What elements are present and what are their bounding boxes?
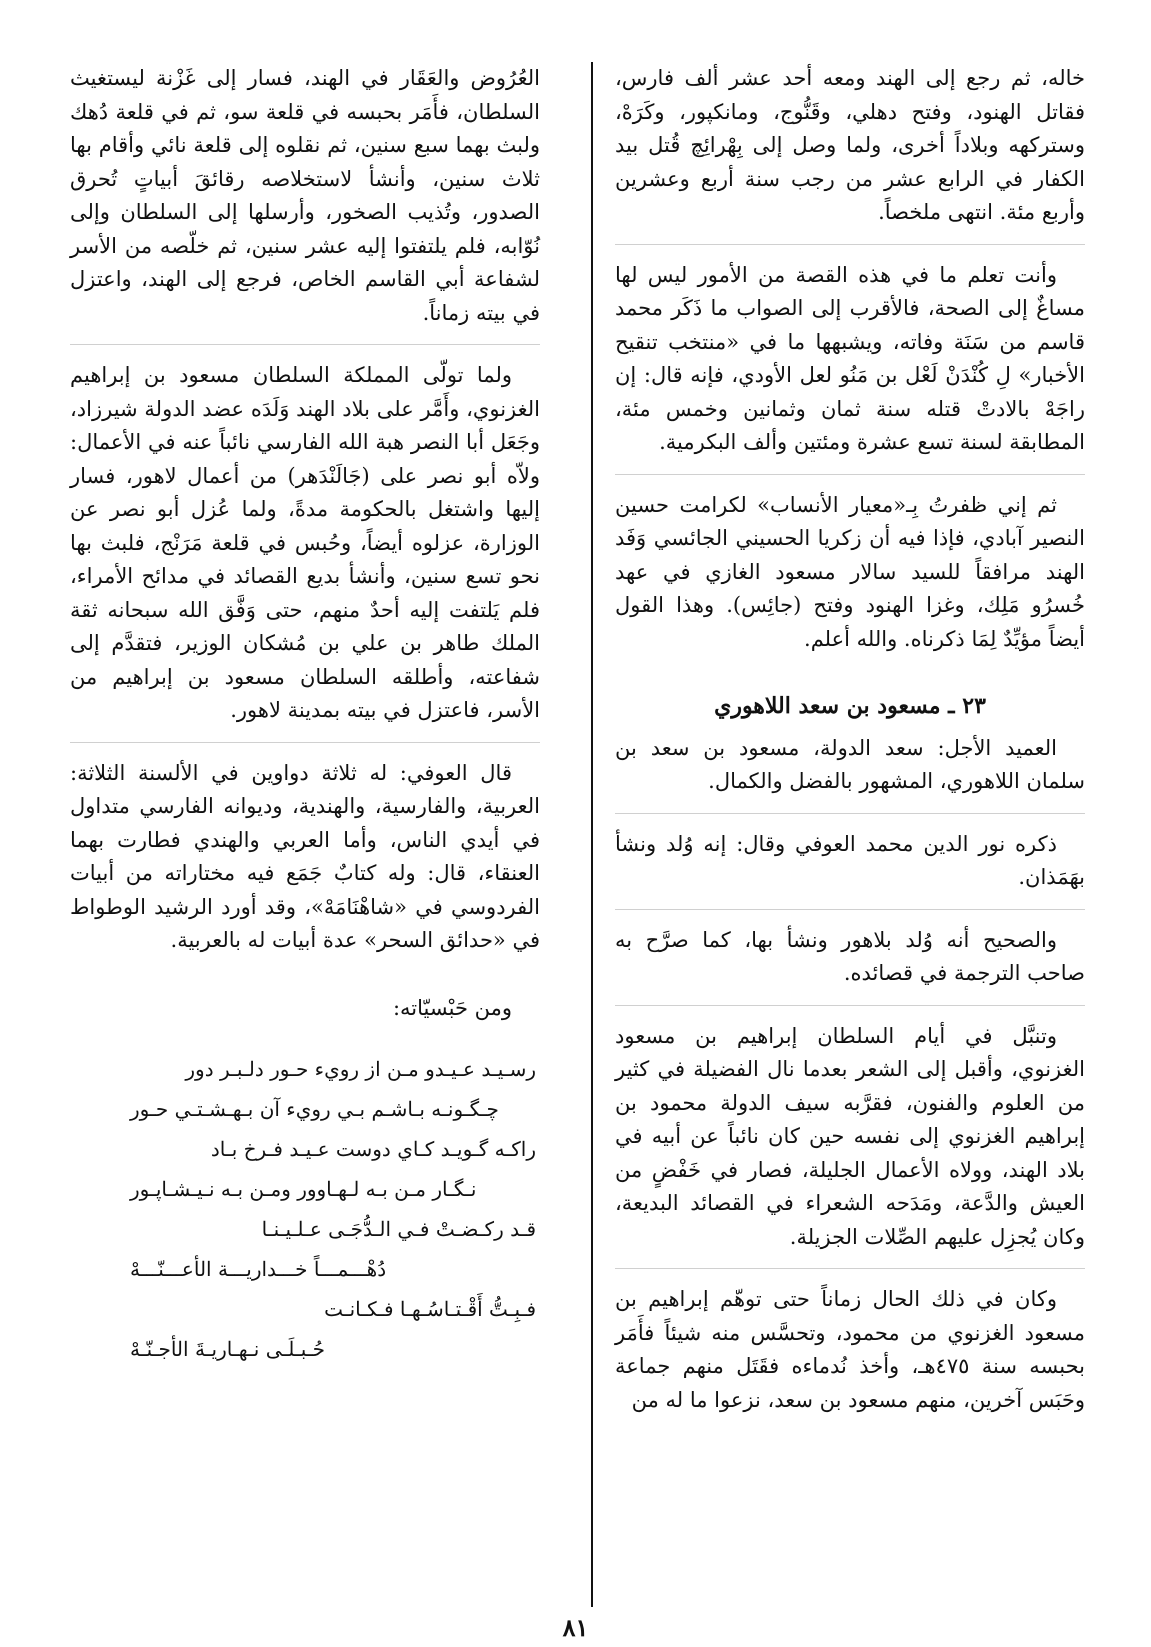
- paragraph: العُرُوض والعَقَار في الهند، فسار إلى غَزْنة ليستغيث السلطان، فأَمَر بحبسه في قلعة سو، ثم في قلعة دُهك ولبث بهما سبع سنين، ثم نقلوه إلى قلعة نائي وأقام بها ثلاث سنين، وأنشأ لاستخلاصه رقائقَ أبياتٍ تُحرق الصدور، وتُذيب الصخور، وأرسلها إلى السلطان وإلى نُوّابه، فلم يلتفتوا إليه عشر سنين، ثم خلّصه من الأسر لشفاعة أبي القاسم الخاص، فرجع إلى الهند، واعتزل في بيته زماناً.: [70, 66, 540, 325]
- paragraph: العميد الأجل: سعد الدولة، مسعود بن سعد بن سلمان اللاهوري، المشهور بالفضل والكمال.: [615, 735, 1085, 793]
- paragraph: قال العوفي: له ثلاثة دواوين في الألسنة الثلاثة: العربية، والفارسية، والهندية، وديوانه الفارسي متداول في أيدي الناس، وأما العربي والهندي فطارت بهما العنقاء، قال: وله كتابٌ جَمَع فيه مختاراته من أبيات الفردوسي في «شاهْنَامَهْ»، وقد أورد الرشيد الوطواط في «حدائق السحر» عدة أبيات له بالعربية.: [70, 742, 540, 958]
- right-column: [615, 62, 1085, 1417]
- verse-line: نـگـار مـن بـه لـهـاوور ومـن بـه نـيـشـاپـور: [130, 1177, 477, 1201]
- verse-line: قـد ركـضـتْ فـي الـدُّجَـى عـلـيـنـا: [261, 1217, 536, 1241]
- paragraph: ثم إني ظفرتُ بِـ«معيار الأنساب» لكرامت حسين النصير آبادي، فإذا فيه أن زكريا الحسيني الجائسي وَفَد الهند مرافقاً للسيد سالار مسعود الغازي في عهد خُسرُو مَلِك، وغزا الهنود وفتح (جائِس). وهذا القول أيضاً مؤيِّدٌ لِمَا ذكرناه. والله أعلم.: [615, 474, 1085, 657]
- verse-intro: ومن حَبْسيّاته:: [392, 995, 512, 1020]
- verse-line: دُهْـــمـــاً خـــداريـــة الأعـــنّـــهْ: [130, 1257, 387, 1281]
- paragraph: والصحيح أنه وُلد بلاهور ونشأ بها، كما صرَّح به صاحب الترجمة في قصائده.: [615, 909, 1085, 991]
- paragraph: ذكره نور الدين محمد العوفي وقال: إنه وُلد ونشأ بهَمَذان.: [615, 813, 1085, 895]
- verse-line: رسـيـد عـيـدو مـن از رويء حـور دلـبـر دور: [185, 1057, 536, 1081]
- paragraph: خاله، ثم رجع إلى الهند ومعه أحد عشر ألف فارس، فقاتل الهنود، وفتح دهلي، وقَنُّوج، ومانكپور، وكَرَهْ، وستركهه وبلاداً أخرى، ولما وصل إلى بِهْرائِچ قُتل بيد الكفار في الرابع عشر من رجب سنة أربع وعشرين وأربع مئة. انتهى ملخصاً.: [615, 66, 1085, 224]
- verse-line: راكـه گـويـد كـاي دوست عـيـد فـرخ بـاد: [210, 1137, 536, 1161]
- spacer: [615, 656, 1085, 690]
- page-number: ٨١: [562, 1613, 589, 1642]
- paragraph: وتنبَّل في أيام السلطان إبراهيم بن مسعود الغزنوي، وأقبل إلى الشعر بعدما نال الفضيلة في كثير من العلوم والفنون، فقرَّبه سيف الدولة محمود بن إبراهيم الغزنوي إلى نفسه حين كان نائباً عن أبيه في بلاد الهند، وولاه الأعمال الجليلة، فصار في خَفْضٍ من العيش والدَّعة، ومَدَحه الشعراء في القصائد البديعة، وكان يُجزِل عليهم الصِّلات الجزيلة.: [615, 1005, 1085, 1255]
- verse-line: فـبِـتُّ أَقْـتـاسُـهـا فـكـانـت: [324, 1297, 536, 1321]
- section-heading: ٢٣ ـ مسعود بن سعد اللاهوري: [714, 693, 986, 719]
- verse-line: حُـبـلَـى نـهـاريـةَ الأجـنّـهْ: [130, 1337, 325, 1361]
- verse-line: چـگـونـه بـاشـم بـي رويء آن بـهـشـتـي حـور: [130, 1097, 499, 1121]
- left-column: [70, 62, 540, 1369]
- paragraph: وكان في ذلك الحال زماناً حتى توهّم إبراهيم بن مسعود الغزنوي من محمود، وتحسَّس منه شيئاً فأَمَر بحبسه سنة ٤٧٥هـ، وأخذ نُدماءه فقَتَل منهم جماعة وحَبَس آخرين، منهم مسعود بن سعد، نزعوا ما له من: [615, 1268, 1085, 1417]
- column-divider: [591, 62, 593, 1607]
- paragraph: وأنت تعلم ما في هذه القصة من الأمور ليس لها مساغٌ إلى الصحة، فالأقرب إلى الصواب ما ذَكَر محمد قاسم من سَنَة وفاته، ويشبهها ما في «منتخب تنقيح الأخبار» لِ كُنْدَنْ لَعْل بن مَنُو لعل الأودي، فإنه قال: إن راجَهْ بالادتْ قتله سنة ثمان وثمانين وخمس مئة، المطابقة لسنة تسع عشرة ومئتين وألف البكرمية.: [615, 244, 1085, 460]
- paragraph: ولما تولّى المملكة السلطان مسعود بن إبراهيم الغزنوي، وأَمَّر على بلاد الهند وَلَدَه عضد الدولة شيرزاد، وجَعَل أبا النصر هبة الله الفارسي نائباً عنه في الأعمال: ولاّه أبو نصر على (جَالَنْدَهر) من أعمال لاهور، فسار إليها واشتغل بالحكومة مدةً، ولما عُزل أبو نصر عن الوزارة، عزلوه أيضاً، وحُبس في قلعة مَرَنْج، فلبث بها نحو تسع سنين، وأنشأ بديع القصائد في مدائح الأمراء، فلم يَلتفت إليه أحدٌ منهم، حتى وَفَّق الله سبحانه ثقة الملك طاهر بن علي بن مُشكان الوزير، فتقدَّم إلى شفاعته، وأطلقه السلطان مسعود بن إبراهيم من الأسر، فاعتزل في بيته بمدينة لاهور.: [70, 344, 540, 728]
